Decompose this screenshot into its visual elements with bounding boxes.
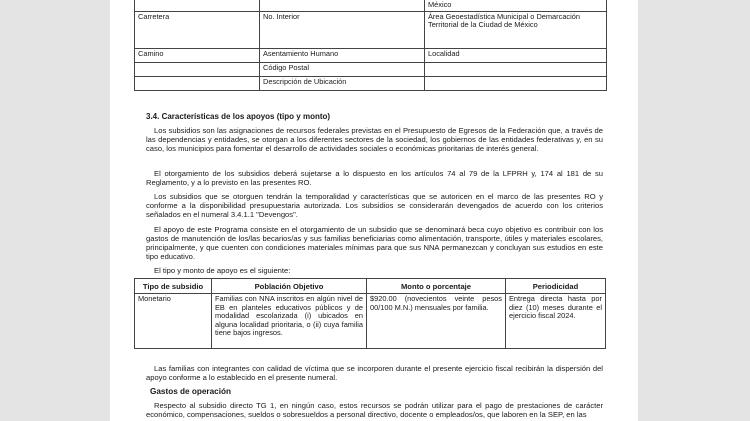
table-cell: Familias con NNA inscritos en algún nivel de EB en planteles educativos públicos y de modalidad escolarizada (i) ubicados en alguna localidad prioritaria, o (ii) cuya familia tiene bajos ingresos. <box>212 294 367 349</box>
table-cell <box>425 62 607 76</box>
table-cell <box>425 76 607 90</box>
table-cell <box>260 0 425 11</box>
table-cell: Entrega directa hasta por diez (10) meses durante el ejercicio fiscal 2024. <box>506 294 606 349</box>
document-page <box>110 0 638 421</box>
column-header: Población Objetivo <box>212 279 367 294</box>
address-fields-table <box>134 0 607 91</box>
table-cell: México <box>425 0 607 11</box>
support-type-table <box>134 278 606 349</box>
table-row <box>135 76 607 90</box>
paragraph-legal-basis: El otorgamiento de los subsidios deberá sujetarse a lo dispuesto en los artículos 74 al 79 de la LFPRH y, 174 al 181 de su Reglamento, y a lo previsto en las presentes RO. <box>146 169 603 187</box>
paragraph-type-intro: El tipo y monto de apoyo es el siguiente: <box>154 266 291 275</box>
table-cell <box>135 76 260 90</box>
table-row <box>135 62 607 76</box>
table-cell <box>135 0 260 11</box>
gastos-heading: Gastos de operación <box>150 387 231 396</box>
paragraph-program-support: El apoyo de este Programa consiste en el otorgamiento de un subsidio que se denominará beca cuyo objetivo es contribuir con los gastos de manutención de los/las becarios/as y sus familias beneficiarias como alimentación, transporte, útiles y materiales escolares, principalmente, y que cuenten con condiciones materiales mínimas para que sus NNA permanezcan y concluyan sus estudios en este tipo educativo. <box>146 225 603 261</box>
table-row <box>135 11 607 48</box>
column-header: Monto o porcentaje <box>367 279 506 294</box>
table-header-row <box>135 279 606 294</box>
table-row <box>135 48 607 62</box>
column-header: Tipo de subsidio <box>135 279 212 294</box>
section-heading: 3.4. Características de los apoyos (tipo y monto) <box>146 112 331 121</box>
paragraph-victims: Las familias con integrantes con calidad de víctima que se incorporen durante el presente ejercicio fiscal recibirán la dispersión del apoyo conforme a lo establecido en el presente numeral. <box>146 364 603 382</box>
table-cell: Asentamiento Humano <box>260 48 425 62</box>
table-cell <box>135 62 260 76</box>
table-cell: Descripción de Ubicación <box>260 76 425 90</box>
table-row <box>135 0 607 11</box>
table-cell: Carretera <box>135 11 260 48</box>
table-cell: Localidad <box>425 48 607 62</box>
table-row <box>135 294 606 349</box>
paragraph-gastos: Respecto al subsidio directo TG 1, en ningún caso, estos recursos se podrán utilizar para el pago de prestaciones de carácter económico, compensaciones, sueldos o sobresueldos a personal directivo, docente o empleados/os, que laboren en la SEP, en las <box>146 401 603 419</box>
table-cell: No. Interior <box>260 11 425 48</box>
table-cell: $920.00 (novecientos veinte pesos 00/100 M.N.) mensuales por familia. <box>367 294 506 349</box>
column-header: Periodicidad <box>506 279 606 294</box>
paragraph-definition: Los subsidios son las asignaciones de recursos federales previstas en el Presupuesto de Egresos de la Federación que, a través de las dependencias y entidades, se otorgan a los diferentes sectores de la sociedad, los gobiernos de las entidades federativas y, en su caso, los municipios para fomentar el desarrollo de actividades sociales o económicas prioritarias de interés general. <box>146 126 603 153</box>
paragraph-temporality: Los subsidios que se otorguen tendrán la temporalidad y características que se autoricen en el marco de las presentes RO y conforme a la disponibilidad presupuestaria autorizada. Los subsidios se considerarán devengados de acuerdo con los criterios señalados en el numeral 3.4.1.1 "Devengos". <box>146 192 603 219</box>
table-cell: Área Geoestadística Municipal o Demarcación Territorial de la Ciudad de México <box>425 11 607 48</box>
table-cell: Camino <box>135 48 260 62</box>
table-cell: Monetario <box>135 294 212 349</box>
table-cell: Código Postal <box>260 62 425 76</box>
